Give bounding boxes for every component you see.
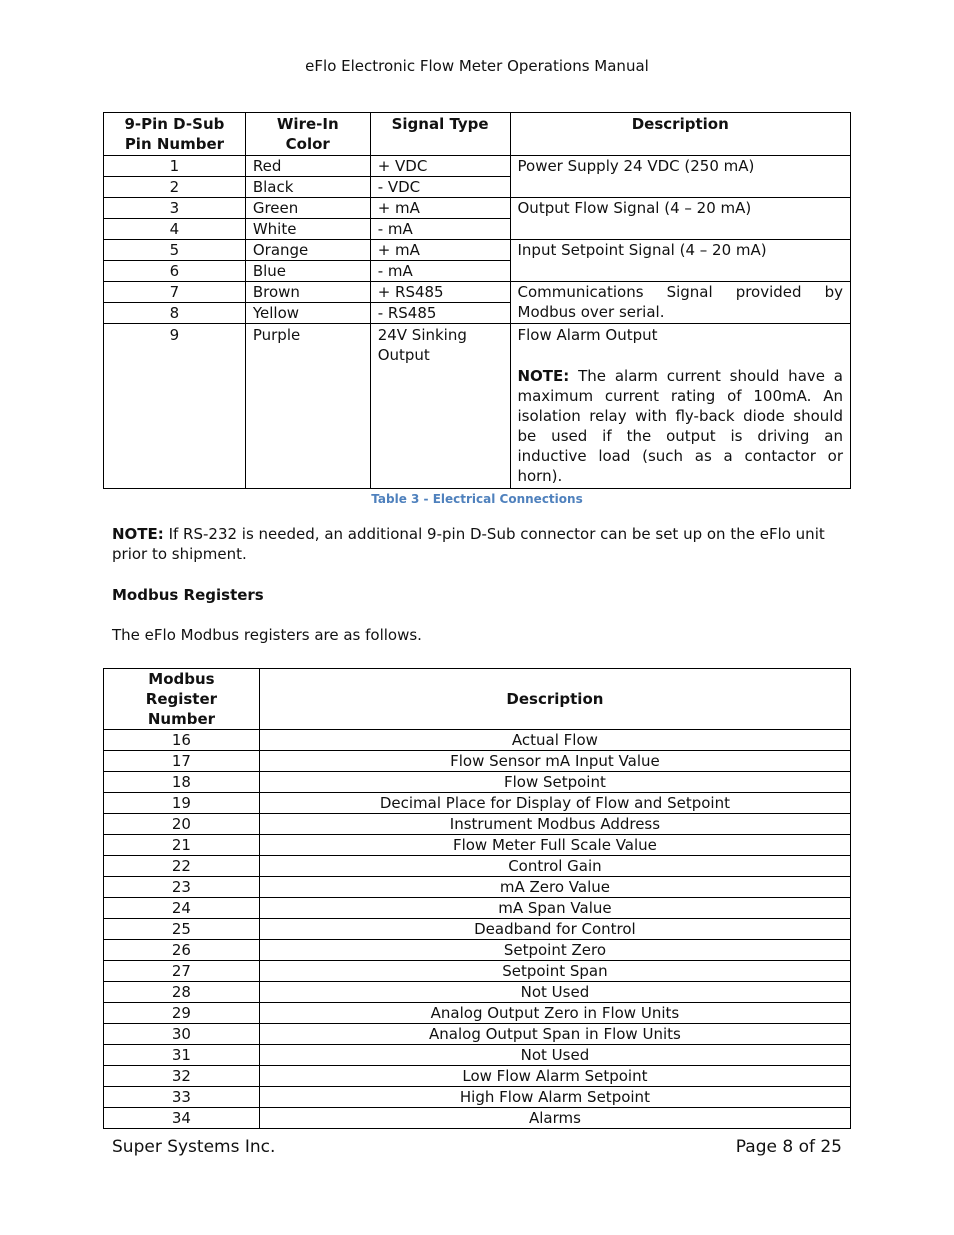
register-description: Setpoint Zero <box>259 940 850 961</box>
wire-color: Blue <box>245 261 370 282</box>
note-text: If RS-232 is needed, an additional 9-pin D-Sub connector can be set up on the eFlo unit prior to shipment. <box>112 525 825 563</box>
table-row <box>104 1066 851 1087</box>
register-description: Analog Output Zero in Flow Units <box>259 1003 850 1024</box>
table-row <box>104 198 851 219</box>
table-row <box>104 793 851 814</box>
register-number: 33 <box>104 1087 260 1108</box>
footer-company: Super Systems Inc. <box>112 1137 276 1157</box>
signal-type: + mA <box>370 198 510 219</box>
signal-type: - mA <box>370 219 510 240</box>
pin-number: 1 <box>104 156 246 177</box>
register-number: 21 <box>104 835 260 856</box>
pin-number: 7 <box>104 282 246 303</box>
register-description: Setpoint Span <box>259 961 850 982</box>
signal-type: + VDC <box>370 156 510 177</box>
table-row <box>104 751 851 772</box>
column-header: Signal Type <box>370 113 510 156</box>
register-description: Low Flow Alarm Setpoint <box>259 1066 850 1087</box>
wire-color: Orange <box>245 240 370 261</box>
table-row <box>104 1024 851 1045</box>
wire-color: Black <box>245 177 370 198</box>
register-number: 25 <box>104 919 260 940</box>
signal-type: + mA <box>370 240 510 261</box>
alarm-title: Flow Alarm Output <box>517 326 658 344</box>
pin-number: 8 <box>104 303 246 324</box>
description-cell: Power Supply 24 VDC (250 mA) <box>510 156 851 198</box>
table-row <box>104 1003 851 1024</box>
section-intro: The eFlo Modbus registers are as follows. <box>112 626 422 644</box>
register-description: Not Used <box>259 1045 850 1066</box>
table-row <box>104 940 851 961</box>
alarm-note <box>518 366 844 486</box>
footer-page-number: Page 8 of 25 <box>735 1137 842 1157</box>
table-row <box>104 730 851 751</box>
wire-color: Red <box>245 156 370 177</box>
note-label: NOTE: <box>112 525 164 543</box>
description-cell: Communications Signal provided by Modbus over serial. <box>510 282 851 324</box>
table-row <box>104 814 851 835</box>
table-row <box>104 156 851 177</box>
register-number: 34 <box>104 1108 260 1129</box>
signal-type: - VDC <box>370 177 510 198</box>
register-description: mA Zero Value <box>259 877 850 898</box>
table-row <box>104 856 851 877</box>
pin-number: 9 <box>104 324 246 489</box>
register-description: Decimal Place for Display of Flow and Setpoint <box>259 793 850 814</box>
column-header: Description <box>510 113 851 156</box>
register-number: 28 <box>104 982 260 1003</box>
electrical-connections-table <box>103 112 851 489</box>
register-number: 16 <box>104 730 260 751</box>
note-text: The alarm current should have a maximum current rating of 100mA. An isolation relay with fly-back diode should be used if the output is driving an inductive load (such as a contactor or horn). <box>517 367 843 485</box>
register-description: High Flow Alarm Setpoint <box>259 1087 850 1108</box>
table-row <box>104 282 851 303</box>
register-description: Deadband for Control <box>259 919 850 940</box>
register-number: 27 <box>104 961 260 982</box>
signal-type: 24V Sinking Output <box>370 324 510 489</box>
pin-number: 2 <box>104 177 246 198</box>
description-cell: Output Flow Signal (4 – 20 mA) <box>510 198 851 240</box>
table-row <box>104 1087 851 1108</box>
table-row <box>104 961 851 982</box>
register-description: Actual Flow <box>259 730 850 751</box>
register-number: 19 <box>104 793 260 814</box>
wire-color: Green <box>245 198 370 219</box>
table-row <box>104 1108 851 1129</box>
column-header: Modbus Register Number <box>104 669 260 730</box>
pin-number: 4 <box>104 219 246 240</box>
page-header-title: eFlo Electronic Flow Meter Operations Manual <box>305 57 649 75</box>
register-number: 30 <box>104 1024 260 1045</box>
wire-color: Yellow <box>245 303 370 324</box>
register-description: Flow Sensor mA Input Value <box>259 751 850 772</box>
column-header: Wire-In Color <box>245 113 370 156</box>
table-row <box>104 772 851 793</box>
register-number: 31 <box>104 1045 260 1066</box>
wire-color: Purple <box>245 324 370 489</box>
table-header-row <box>104 113 851 156</box>
register-number: 32 <box>104 1066 260 1087</box>
register-description: Not Used <box>259 982 850 1003</box>
pin-number: 6 <box>104 261 246 282</box>
table-row <box>104 982 851 1003</box>
pin-number: 5 <box>104 240 246 261</box>
note-label: NOTE: <box>517 367 570 385</box>
register-description: Analog Output Span in Flow Units <box>259 1024 850 1045</box>
signal-type: - RS485 <box>370 303 510 324</box>
column-header: 9-Pin D-Sub Pin Number <box>104 113 246 156</box>
table-row <box>104 1045 851 1066</box>
register-number: 22 <box>104 856 260 877</box>
column-header: Description <box>259 669 850 730</box>
register-number: 29 <box>104 1003 260 1024</box>
table-row <box>104 898 851 919</box>
register-description: mA Span Value <box>259 898 850 919</box>
register-number: 23 <box>104 877 260 898</box>
register-number: 17 <box>104 751 260 772</box>
wire-color: Brown <box>245 282 370 303</box>
table-row <box>104 919 851 940</box>
register-description: Flow Setpoint <box>259 772 850 793</box>
register-description: Instrument Modbus Address <box>259 814 850 835</box>
modbus-registers-table <box>103 668 851 1129</box>
table-caption: Table 3 - Electrical Connections <box>371 492 583 506</box>
table-row <box>104 240 851 261</box>
register-number: 24 <box>104 898 260 919</box>
register-number: 26 <box>104 940 260 961</box>
rs232-note <box>112 524 832 564</box>
register-description: Flow Meter Full Scale Value <box>259 835 850 856</box>
table-row <box>104 835 851 856</box>
description-cell <box>510 324 851 489</box>
table-row <box>104 324 851 489</box>
register-description: Control Gain <box>259 856 850 877</box>
table-row <box>104 877 851 898</box>
register-description: Alarms <box>259 1108 850 1129</box>
register-number: 18 <box>104 772 260 793</box>
table-header-row <box>104 669 851 730</box>
section-heading: Modbus Registers <box>112 586 264 604</box>
signal-type: - mA <box>370 261 510 282</box>
pin-number: 3 <box>104 198 246 219</box>
register-number: 20 <box>104 814 260 835</box>
signal-type: + RS485 <box>370 282 510 303</box>
wire-color: White <box>245 219 370 240</box>
description-cell: Input Setpoint Signal (4 – 20 mA) <box>510 240 851 282</box>
